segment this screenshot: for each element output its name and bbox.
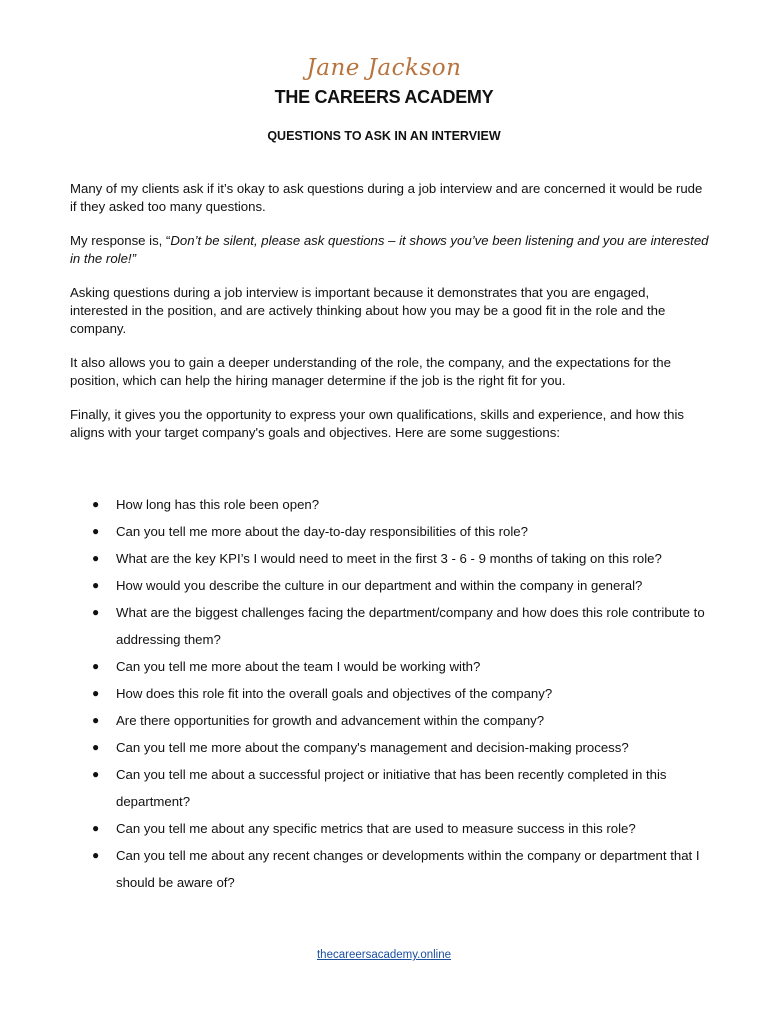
bullet-icon: ●: [92, 524, 100, 538]
bullet-icon: ●: [92, 686, 100, 700]
question-text: Can you tell me about any specific metrics that are used to measure success in this role?: [116, 821, 636, 836]
bullet-icon: ●: [92, 848, 100, 862]
bullet-icon: ●: [92, 578, 100, 592]
bullet-icon: ●: [92, 605, 100, 619]
list-item: [70, 680, 710, 707]
response-suffix: ”: [131, 251, 136, 266]
list-item: [70, 572, 710, 599]
bullet-icon: ●: [92, 659, 100, 673]
intro-paragraph-5: Finally, it gives you the opportunity to express your own qualifications, skills and experience, and how this aligns with your target company's goals and objectives. Here are some suggestions:: [70, 407, 685, 440]
bullet-icon: ●: [92, 551, 100, 565]
question-text: How would you describe the culture in our department and within the company in general?: [116, 578, 643, 593]
list-item: [70, 842, 710, 896]
list-item: [70, 599, 710, 653]
list-item: [70, 707, 710, 734]
bullet-icon: ●: [92, 767, 100, 781]
question-text: Are there opportunities for growth and advancement within the company?: [116, 713, 545, 728]
bullet-icon: ●: [92, 713, 100, 727]
logo-academy-name: THE CAREERS ACADEMY: [274, 87, 494, 107]
list-item: [70, 518, 710, 545]
list-item: [70, 734, 710, 761]
document-title: QUESTIONS TO ASK IN AN INTERVIEW: [267, 129, 501, 143]
bullet-icon: ●: [92, 821, 100, 835]
intro-paragraph-3: Asking questions during a job interview is important because it demonstrates that you are engaged, interested in the position, and are actively thinking about how you may be a good fit in the role and the company.: [70, 285, 666, 336]
question-text: Can you tell me more about the company's management and decision-making process?: [116, 740, 629, 755]
website-link[interactable]: thecareersacademy.online: [316, 949, 452, 961]
question-text: What are the key KPI’s I would need to meet in the first 3 - 6 - 9 months of taking on this role?: [116, 551, 662, 566]
intro-section: [70, 180, 710, 458]
intro-paragraph-4: It also allows you to gain a deeper understanding of the role, the company, and the expectations for the position, which can help the hiring manager determine if the job is the right fit for you.: [70, 355, 671, 388]
question-text: Can you tell me more about the team I would be working with?: [116, 659, 481, 674]
list-item: [70, 653, 710, 680]
list-item: [70, 491, 710, 518]
question-text: Can you tell me about a successful project or initiative that has been recently completed in this department?: [116, 767, 667, 809]
question-text: How does this role fit into the overall goals and objectives of the company?: [116, 686, 553, 701]
bullet-icon: ●: [92, 497, 100, 511]
logo-script-name: Jane Jackson: [306, 55, 462, 81]
list-item: [70, 545, 710, 572]
intro-paragraph-2: [70, 232, 710, 268]
intro-paragraph-1: Many of my clients ask if it’s okay to ask questions during a job interview and are concerned it would be rude if they asked too many questions.: [70, 181, 703, 214]
questions-list: [70, 491, 710, 896]
question-text: Can you tell me more about the day-to-day responsibilities of this role?: [116, 524, 528, 539]
question-text: What are the biggest challenges facing the department/company and how does this role contribute to addressing them?: [116, 605, 705, 647]
question-text: How long has this role been open?: [116, 497, 320, 512]
response-quote: Don’t be silent, please ask questions – it shows you’ve been listening and you are interested in the role!: [70, 233, 709, 266]
list-item: [70, 815, 710, 842]
bullet-icon: ●: [92, 740, 100, 754]
question-text: Can you tell me about any recent changes or developments within the company or department that I should be aware of?: [116, 848, 700, 890]
response-prefix: My response is, “: [70, 233, 171, 248]
list-item: [70, 761, 710, 815]
